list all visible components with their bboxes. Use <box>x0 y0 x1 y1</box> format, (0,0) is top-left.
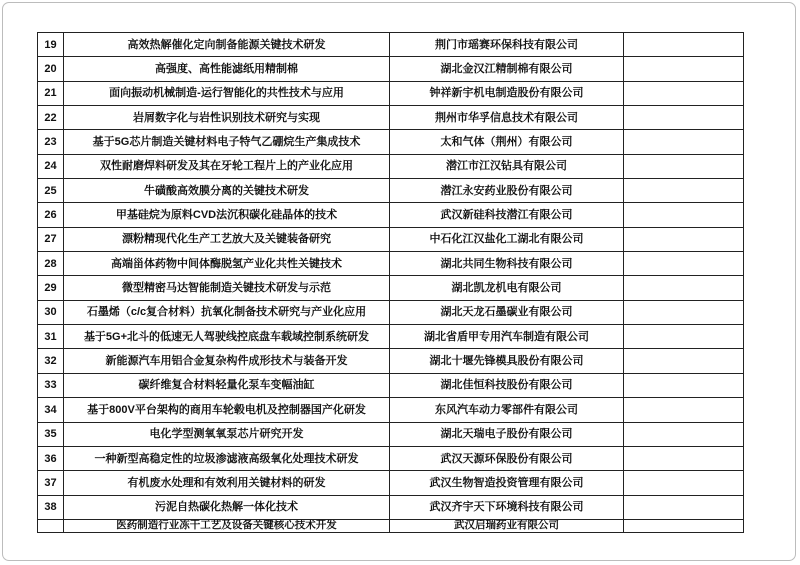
table-row <box>38 106 743 130</box>
empty-cell <box>624 252 743 275</box>
table-row <box>38 33 743 57</box>
empty-cell <box>624 179 743 202</box>
company-name-cell: 湖北省盾甲专用汽车制造有限公司 <box>390 325 624 348</box>
company-name-cell: 武汉启瑞药业有限公司 <box>390 520 624 532</box>
company-name-cell: 潜江永安药业股份有限公司 <box>390 179 624 202</box>
table-row <box>38 520 743 532</box>
projects-table <box>37 32 744 533</box>
project-title-cell: 高效热解催化定向制备能源关键技术研发 <box>64 33 390 56</box>
table-row <box>38 349 743 373</box>
table-row <box>38 57 743 81</box>
table-row <box>38 203 743 227</box>
table-row <box>38 228 743 252</box>
row-number-cell: 26 <box>38 203 64 226</box>
project-title-cell: 基于5G芯片制造关键材料电子特气乙硼烷生产集成技术 <box>64 130 390 153</box>
table-row <box>38 423 743 447</box>
row-number-cell <box>38 520 64 532</box>
company-name-cell: 湖北天瑞电子股份有限公司 <box>390 423 624 446</box>
company-name-cell: 中石化江汉盐化工湖北有限公司 <box>390 228 624 251</box>
row-number-cell: 32 <box>38 349 64 372</box>
company-name-cell: 武汉生物智造投资管理有限公司 <box>390 471 624 494</box>
project-title-cell: 基于800V平台架构的商用车轮毂电机及控制器国产化研发 <box>64 398 390 421</box>
row-number-cell: 24 <box>38 155 64 178</box>
empty-cell <box>624 398 743 421</box>
row-number-cell: 20 <box>38 57 64 80</box>
project-title-cell: 漂粉精现代化生产工艺放大及关键装备研究 <box>64 228 390 251</box>
row-number-cell: 37 <box>38 471 64 494</box>
empty-cell <box>624 228 743 251</box>
company-name-cell: 武汉齐宇天下环境科技有限公司 <box>390 496 624 519</box>
row-number-cell: 28 <box>38 252 64 275</box>
company-name-cell: 钟祥新宇机电制造股份有限公司 <box>390 82 624 105</box>
project-title-cell: 面向振动机械制造-运行智能化的共性技术与应用 <box>64 82 390 105</box>
row-number-cell: 35 <box>38 423 64 446</box>
row-number-cell: 21 <box>38 82 64 105</box>
empty-cell <box>624 349 743 372</box>
table-row <box>38 496 743 520</box>
table-row <box>38 252 743 276</box>
empty-cell <box>624 520 743 532</box>
empty-cell <box>624 130 743 153</box>
row-number-cell: 29 <box>38 276 64 299</box>
company-name-cell: 武汉新硅科技潜江有限公司 <box>390 203 624 226</box>
table-row <box>38 276 743 300</box>
row-number-cell: 30 <box>38 301 64 324</box>
empty-cell <box>624 276 743 299</box>
row-number-cell: 22 <box>38 106 64 129</box>
company-name-cell: 湖北天龙石墨碳业有限公司 <box>390 301 624 324</box>
row-number-cell: 34 <box>38 398 64 421</box>
project-title-cell: 新能源汽车用铝合金复杂构件成形技术与装备开发 <box>64 349 390 372</box>
company-name-cell: 湖北十堰先锋模具股份有限公司 <box>390 349 624 372</box>
empty-cell <box>624 155 743 178</box>
table-row <box>38 325 743 349</box>
empty-cell <box>624 447 743 470</box>
empty-cell <box>624 82 743 105</box>
company-name-cell: 武汉天源环保股份有限公司 <box>390 447 624 470</box>
project-title-cell: 甲基硅烷为原料CVD法沉积碳化硅晶体的技术 <box>64 203 390 226</box>
company-name-cell: 湖北共同生物科技有限公司 <box>390 252 624 275</box>
empty-cell <box>624 33 743 56</box>
row-number-cell: 36 <box>38 447 64 470</box>
table-row <box>38 82 743 106</box>
empty-cell <box>624 57 743 80</box>
table-row <box>38 155 743 179</box>
project-title-cell: 污泥自热碳化热解一体化技术 <box>64 496 390 519</box>
project-title-cell: 基于5G+北斗的低速无人驾驶线控底盘车载域控制系统研发 <box>64 325 390 348</box>
project-title-cell: 牛磺酸高效膜分离的关键技术研发 <box>64 179 390 202</box>
empty-cell <box>624 106 743 129</box>
project-title-cell: 电化学型测氧氧泵芯片研究开发 <box>64 423 390 446</box>
empty-cell <box>624 374 743 397</box>
row-number-cell: 31 <box>38 325 64 348</box>
table-row <box>38 179 743 203</box>
empty-cell <box>624 471 743 494</box>
row-number-cell: 23 <box>38 130 64 153</box>
company-name-cell: 湖北佳恒科技股份有限公司 <box>390 374 624 397</box>
empty-cell <box>624 203 743 226</box>
row-number-cell: 27 <box>38 228 64 251</box>
company-name-cell: 荆州市华孚信息技术有限公司 <box>390 106 624 129</box>
document-page <box>2 2 796 561</box>
row-number-cell: 19 <box>38 33 64 56</box>
project-title-cell: 双性耐磨焊料研发及其在牙轮工程片上的产业化应用 <box>64 155 390 178</box>
project-title-cell: 石墨烯（c/c复合材料）抗氧化制备技术研究与产业化应用 <box>64 301 390 324</box>
project-title-cell: 高强度、高性能滤纸用精制棉 <box>64 57 390 80</box>
company-name-cell: 太和气体（荆州）有限公司 <box>390 130 624 153</box>
company-name-cell: 东风汽车动力零部件有限公司 <box>390 398 624 421</box>
row-number-cell: 38 <box>38 496 64 519</box>
project-title-cell: 医药制造行业冻干工艺及设备关键核心技术开发 <box>64 520 390 532</box>
project-title-cell: 高端甾体药物中间体酶脱氢产业化共性关键技术 <box>64 252 390 275</box>
row-number-cell: 25 <box>38 179 64 202</box>
table-row <box>38 447 743 471</box>
company-name-cell: 荆门市瑶赛环保科技有限公司 <box>390 33 624 56</box>
table-row <box>38 398 743 422</box>
table-row <box>38 471 743 495</box>
table-row <box>38 301 743 325</box>
empty-cell <box>624 325 743 348</box>
empty-cell <box>624 301 743 324</box>
project-title-cell: 有机废水处理和有效利用关键材料的研发 <box>64 471 390 494</box>
project-title-cell: 岩屑数字化与岩性识别技术研究与实现 <box>64 106 390 129</box>
company-name-cell: 湖北凯龙机电有限公司 <box>390 276 624 299</box>
empty-cell <box>624 496 743 519</box>
company-name-cell: 潜江市江汉钻具有限公司 <box>390 155 624 178</box>
row-number-cell: 33 <box>38 374 64 397</box>
empty-cell <box>624 423 743 446</box>
company-name-cell: 湖北金汉江精制棉有限公司 <box>390 57 624 80</box>
project-title-cell: 微型精密马达智能制造关键技术研发与示范 <box>64 276 390 299</box>
project-title-cell: 一种新型高稳定性的垃圾渗滤液高级氧化处理技术研发 <box>64 447 390 470</box>
table-row <box>38 130 743 154</box>
table-row <box>38 374 743 398</box>
project-title-cell: 碳纤维复合材料轻量化泵车变幅油缸 <box>64 374 390 397</box>
